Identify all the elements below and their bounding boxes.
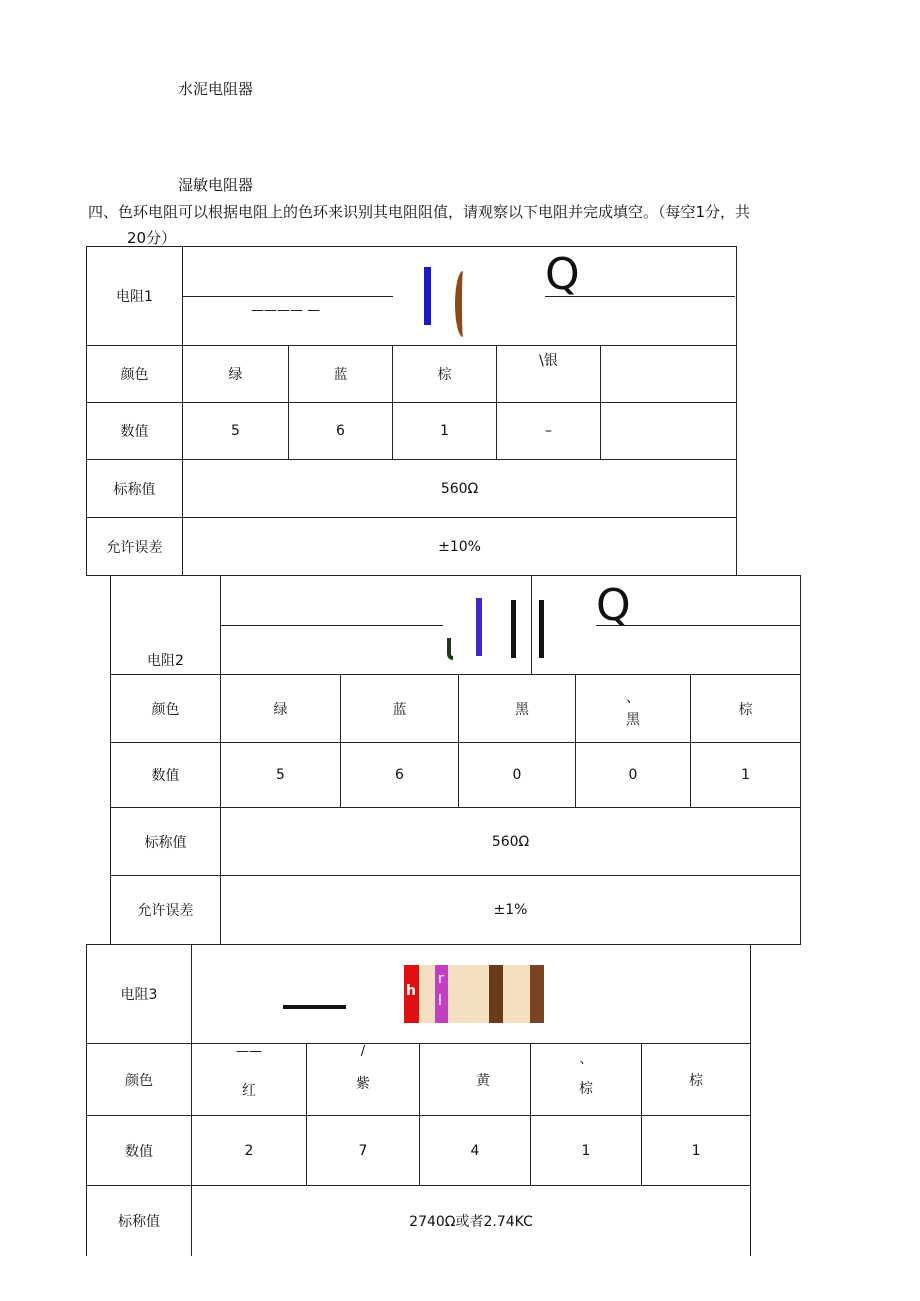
resistor-2-color-3: 黑 (459, 675, 576, 743)
resistor-2-band-black-1 (511, 600, 516, 658)
resistor-3-value-4: 1 (531, 1116, 642, 1186)
resistor-2-label: 电阻2 (111, 576, 221, 675)
resistor-2-value-1: 5 (221, 743, 341, 808)
heading-cement-resistor: 水泥电阻器 (178, 80, 254, 98)
resistor-3-value-label: 数值 (87, 1116, 192, 1186)
resistor-3-color-label: 颜色 (87, 1044, 192, 1116)
resistor-3-band-mark-2: r (438, 971, 444, 987)
resistor-3-band-brown-2 (530, 965, 544, 1023)
resistor-3-value-5: 1 (642, 1116, 751, 1186)
resistor-1-value-2: 6 (289, 403, 393, 460)
resistor-1-nominal-label: 标称值 (87, 460, 183, 518)
resistor-3-drawing (192, 945, 751, 1044)
resistor-2-color-1: 绿 (221, 675, 341, 743)
resistor-2-value-label: 数值 (111, 743, 221, 808)
resistor-1-color-4: \银 (497, 346, 601, 403)
resistor-3-nominal-label: 标称值 (87, 1186, 192, 1256)
resistor-1-tolerance-label: 允许误差 (87, 518, 183, 576)
resistor-1-value-1: 5 (183, 403, 289, 460)
resistor-3-nominal: 2740Ω或者2.74KC (192, 1186, 751, 1256)
question-four: 四、色环电阻可以根据电阻上的色环来识别其电阻阻值，请观察以下电阻并完成填空。（每空1分，共 (88, 203, 751, 221)
resistor-1-value-3: 1 (393, 403, 497, 460)
resistor-3-color-4: 棕 (579, 1080, 593, 1097)
resistor-3-color-cell-2 (307, 1044, 420, 1116)
resistor-2-value-5: 1 (691, 743, 801, 808)
resistor-3-color-cell-1 (192, 1044, 307, 1116)
resistor-3-color-2: 紫 (356, 1075, 370, 1092)
resistor-2-table (110, 575, 801, 945)
resistor-1-label: 电阻1 (87, 247, 183, 346)
resistor-3-color-5: 棕 (642, 1044, 751, 1116)
resistor-2-nominal: 560Ω (221, 808, 801, 876)
resistor-1-lead-mark: ———— — (251, 303, 321, 318)
resistor-2-value-4: 0 (576, 743, 691, 808)
resistor-2-nominal-label: 标称值 (111, 808, 221, 876)
resistor-1-value-label: 数值 (87, 403, 183, 460)
resistor-2-color-4: 、 黑 (576, 675, 691, 743)
resistor-1-color-label: 颜色 (87, 346, 183, 403)
resistor-1-table (86, 246, 737, 576)
resistor-3-label: 电阻3 (87, 945, 192, 1044)
resistor-3-band-brown-1 (489, 965, 503, 1023)
resistor-2-drawing (221, 576, 801, 675)
resistor-1-ohm-symbol: Q (545, 249, 580, 300)
resistor-3-body (404, 965, 544, 1023)
resistor-2-value-3: 0 (459, 743, 576, 808)
resistor-2-color-2: 蓝 (341, 675, 459, 743)
resistor-1-band-blue (424, 267, 431, 325)
resistor-1-nominal: 560Ω (183, 460, 737, 518)
resistor-2-value-2: 6 (341, 743, 459, 808)
resistor-3-band-mark-3: l (438, 993, 442, 1009)
resistor-2-ohm-symbol: Q (596, 580, 631, 631)
resistor-3-color-cell-4 (531, 1044, 642, 1116)
resistor-3-value-3: 4 (420, 1116, 531, 1186)
resistor-3-lead (283, 1005, 346, 1009)
resistor-2-tolerance: ±1% (221, 876, 801, 945)
resistor-3-color-3: 黄 (420, 1044, 531, 1116)
resistor-1-color-1: 绿 (183, 346, 289, 403)
resistor-3-value-1: 2 (192, 1116, 307, 1186)
resistor-3-color-1: 红 (242, 1082, 256, 1099)
resistor-3-table (86, 944, 751, 1256)
resistor-1-color-2: 蓝 (289, 346, 393, 403)
resistor-1-value-5 (601, 403, 737, 460)
resistor-2-color-label: 颜色 (111, 675, 221, 743)
resistor-2-band-violet (476, 598, 482, 656)
question-four-continued: 20分） (127, 229, 177, 247)
resistor-1-color-5 (601, 346, 737, 403)
resistor-3-color-mark-4: 、 (579, 1052, 593, 1067)
resistor-1-value-4: – (497, 403, 601, 460)
resistor-3-color-mark-1: —— (236, 1044, 262, 1059)
resistor-2-color-5: 棕 (691, 675, 801, 743)
resistor-2-band-black-2 (539, 600, 544, 658)
heading-humidity-resistor: 湿敏电阻器 (178, 176, 254, 194)
resistor-1-band-brown (455, 271, 471, 337)
resistor-1-tolerance: ±10% (183, 518, 737, 576)
resistor-2-tolerance-label: 允许误差 (111, 876, 221, 945)
resistor-1-color-3: 棕 (393, 346, 497, 403)
resistor-1-drawing (183, 247, 737, 346)
resistor-3-value-2: 7 (307, 1116, 420, 1186)
resistor-3-band-mark-1: h (406, 983, 416, 999)
resistor-3-color-mark-2: / (360, 1044, 366, 1059)
resistor-2-band-green (447, 638, 453, 660)
